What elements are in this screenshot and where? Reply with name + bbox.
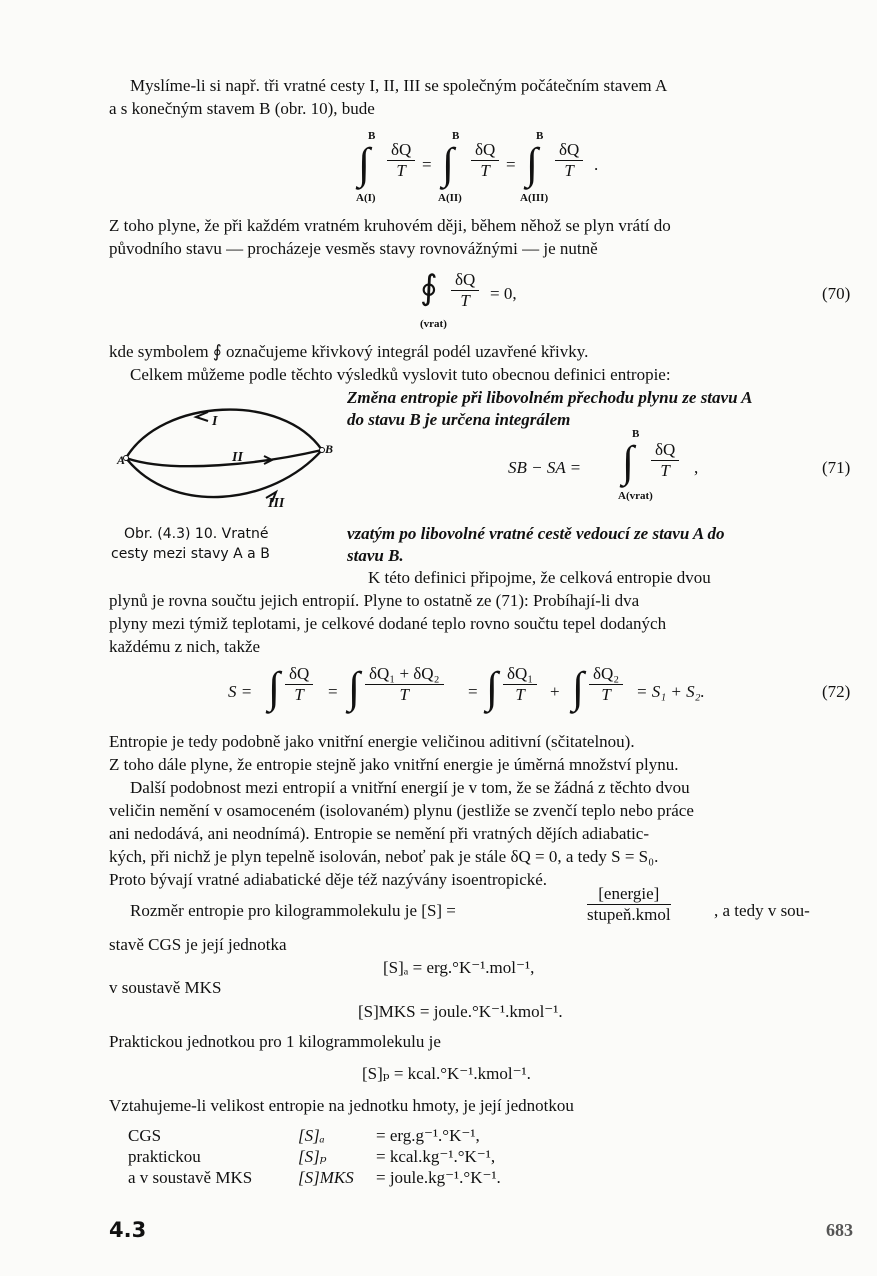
paragraph-line: v soustavě MKS <box>109 978 222 997</box>
definition-line: do stavu B je určena integrálem <box>347 410 571 429</box>
figure-caption: Obr. (4.3) 10. Vratné <box>124 526 269 542</box>
table-cell: CGS <box>128 1126 162 1145</box>
paragraph-line: kde symbolem ∮ označujeme křivkový integrál podél uzavřené křivky. <box>109 342 589 361</box>
paragraph-line: Celkem můžeme podle těchto výsledků vyslovit tuto obecnou definici entropie: <box>130 365 671 384</box>
equation-integrals-equal: B ∫ $\frac{\delta Q}{T}$ A(I) = B ∫ $\frac{\delta Q}{T}$ A(II) = B ∫ $\frac{\delta Q}{T}$ A(III) . <box>356 130 599 204</box>
page-number: 683 <box>826 1220 853 1240</box>
path-I-curve <box>126 410 322 458</box>
paragraph-line: Z toho dále plyne, že entropie stejně jako vnitřní energie je úměrná množství plynu. <box>109 755 679 774</box>
figure-label-B: B <box>325 442 334 456</box>
definition-line: stavu B. <box>347 546 404 565</box>
definition-line: Změna entropie při libovolném přechodu plynu ze stavu A <box>347 388 753 407</box>
table-cell: = erg.g⁻¹.°K⁻¹, <box>376 1126 480 1145</box>
figure-label-I: I <box>212 414 218 429</box>
paragraph-line: plyny mezi týmiž teplotami, je celkové dodané teplo rovno součtu tepel dodaných <box>109 614 667 633</box>
units-table <box>128 1126 588 1196</box>
paragraph-line: Z toho plyne, že při každém vratném kruhovém ději, během něhož se plyn vrátí do <box>109 216 671 235</box>
paragraph-line: Vztahujeme-li velikost entropie na jednotku hmoty, je její jednotkou <box>109 1096 574 1115</box>
paragraph-line: Praktickou jednotkou pro 1 kilogrammolekulu je <box>109 1032 441 1051</box>
equation-number: (71) <box>822 458 851 477</box>
unit-formula: [S]ₐ = erg.°K⁻¹.mol⁻¹, <box>383 958 535 977</box>
section-number: 4.3 <box>109 1218 147 1242</box>
figure-label-III: III <box>268 496 285 511</box>
dimension-text: , a tedy v sou- <box>714 901 810 920</box>
equation-number: (72) <box>822 682 851 701</box>
paragraph-line: K této definici připojme, že celková entropie dvou <box>368 568 711 587</box>
paragraph-line: stavě CGS je její jednotka <box>109 935 287 954</box>
table-cell: [S]ₐ <box>298 1126 325 1145</box>
definition-line: vzatým po libovolné vratné cestě vedoucí ze stavu A do <box>347 524 725 543</box>
equation-72: S = ∫ $\frac{\delta Q}{T}$ = ∫ $\frac{\text{δQ₁ + δQ₂}}{T}$ = ∫ $\frac{\text{δQ₁}}{T}$ + ∫ $\frac{\text{δQ₂}}{T}$ = S₁ + S₂. <box>228 663 705 712</box>
paragraph-line: Myslíme-li si např. tři vratné cesty I, II, III se společným počátečním stavem A <box>130 76 668 95</box>
figure-label-A: A <box>117 453 126 467</box>
dimension-text: Rozměr entropie pro kilogrammolekulu je [S] = <box>130 901 456 920</box>
path-II-curve <box>126 450 322 466</box>
table-cell: a v soustavě MKS <box>128 1168 253 1187</box>
paragraph-line: ani nedodává, ani neodnímá). Entropie se nemění při vratných dějích adiabatic- <box>109 824 650 843</box>
table-cell: [S]MKS <box>298 1168 354 1187</box>
paragraph-line: Entropie je tedy podobně jako vnitřní energie veličinou aditivní (sčitatelnou). <box>109 732 635 751</box>
paragraph-line: kých, při nichž je plyn tepelně isolován, neboť pak je stále δQ = 0, a tedy S = S₀. <box>109 847 659 866</box>
dimension-fraction: $\frac{\text{[energie]}}{\text{stupeň.kmol}}$ <box>587 884 671 924</box>
paragraph-line: veličin nemění v osamoceném (isolovaném) plynu (jestliže se zvenčí teplo nebo práce <box>109 801 694 820</box>
paragraph-line: Další podobnost mezi entropií a vnitřní energií je v tom, že se žádná z těchto dvou <box>130 778 690 797</box>
unit-formula: [S]ₚ = kcal.°K⁻¹.kmol⁻¹. <box>362 1064 531 1083</box>
table-cell: = joule.kg⁻¹.°K⁻¹. <box>376 1168 501 1187</box>
state-point-B <box>320 448 325 453</box>
unit-formula: [S]MKS = joule.°K⁻¹.kmol⁻¹. <box>358 1002 563 1021</box>
table-cell: praktickou <box>128 1147 201 1166</box>
equation-number: (70) <box>822 284 851 303</box>
equation-70: ∮ $\frac{\delta Q}{T}$ = 0, (vrat) <box>420 270 517 330</box>
table-cell: [S]ₚ <box>298 1147 327 1166</box>
paragraph-line: a s konečným stavem B (obr. 10), bude <box>109 99 375 118</box>
paragraph-line: původního stavu — procházeje vesměs stavy rovnovážnými — je nutně <box>109 239 598 258</box>
equation-71: SB − SA = B ∫ $\frac{\delta Q}{T}$ , A(vrat) <box>508 428 699 502</box>
figure-caption: cesty mezi stavy A a B <box>111 546 270 562</box>
paragraph-line: plynů je rovna součtu jejich entropií. Plyne to ostatně ze (71): Probíhají-li dva <box>109 591 640 610</box>
paragraph-line: každému z nich, takže <box>109 637 261 656</box>
paragraph-line: Proto bývají vratné adiabatické děje též nazývány isoentropické. <box>109 870 548 889</box>
table-cell: = kcal.kg⁻¹.°K⁻¹, <box>376 1147 496 1166</box>
figure-reversible-paths <box>112 398 344 518</box>
figure-label-II: II <box>232 450 243 465</box>
